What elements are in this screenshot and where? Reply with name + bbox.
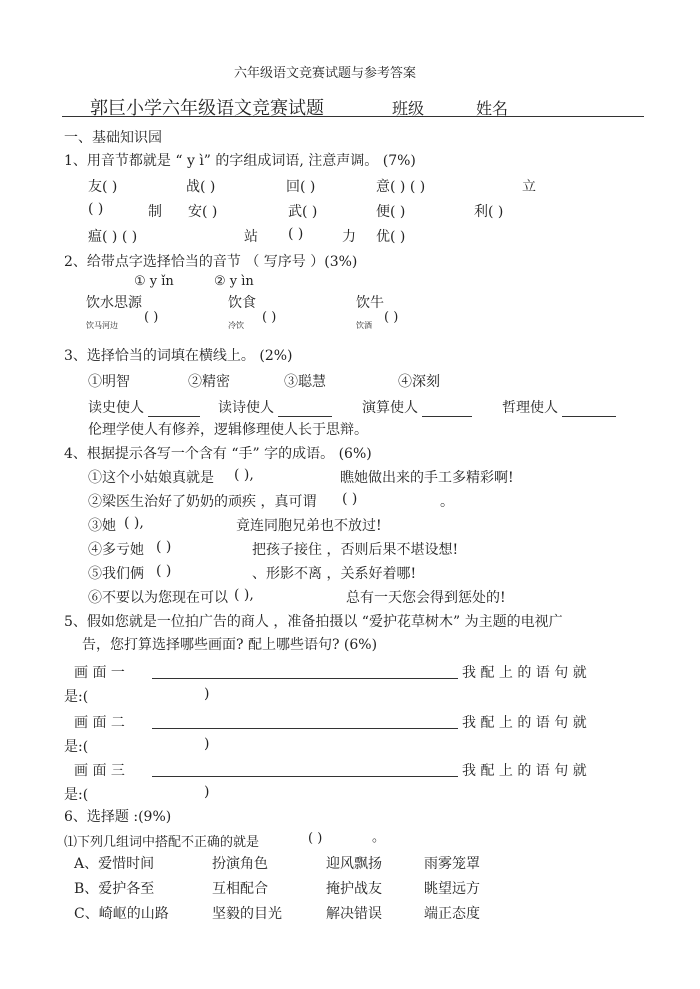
q1-item: 回( ) (286, 179, 316, 195)
q4-answer-blank[interactable]: ( ) (156, 563, 172, 579)
q5-tail: 我 配 上 的 语 句 就 (462, 715, 587, 731)
q4-answer-blank[interactable]: ( ), (234, 587, 254, 603)
q6-subquestion: ⑴下列几组词中搭配不正确的就是 (64, 835, 260, 850)
q2-word: 饮水思源 (86, 295, 142, 311)
q3-option: ②精密 (188, 374, 230, 390)
q1-item: 战( ) (186, 179, 216, 195)
q5-frame-line[interactable] (152, 776, 458, 777)
q1-item: 站 (244, 229, 258, 245)
q5-close: ) (204, 686, 210, 702)
q3-option: ③聪慧 (284, 374, 326, 390)
q3-line2: 伦理学使人有修养，逻辑修理使人长于思辩。 (88, 422, 368, 438)
q3-option: ①明智 (88, 374, 130, 390)
q6-option-row: C、崎岖的山路 坚毅的目光 解决错误 端正态度 (74, 906, 480, 922)
q5-frame-label: 画 面 二 (74, 715, 125, 731)
q1-item: 瘟( ) ( ) (88, 229, 138, 245)
q1-row-3 (0, 226, 700, 248)
q5-close: ) (204, 736, 210, 752)
q2-subword: 冷饮 (228, 321, 244, 330)
q4-item: ③她 ( ), 竟连同胞兄弟也不放过! (88, 515, 382, 534)
name-label: 姓名 (476, 99, 509, 118)
q3-blank[interactable] (422, 402, 472, 417)
q4-item: ②梁医生治好了奶奶的顽疾 ，真可谓 ( ) 。 (88, 491, 454, 510)
q1-row-2 (0, 201, 700, 223)
q6-title: 6、选择题 :(9%) (64, 809, 172, 825)
q2-option: ② y ìn (214, 274, 254, 289)
q4-item: ①这个小姑娘真就是 ( ), 瞧她做出来的手工多精彩啊! (88, 467, 514, 486)
q1-item: 立 (522, 179, 536, 195)
q6-option-row: B、爱护各至 互相配合 掩护战友 眺望远方 (74, 881, 480, 897)
q5-title-cont: 告，您打算选择哪些画面? 配上哪些语句? (6%) (82, 637, 378, 653)
q6-answer-paren[interactable]: ( ) (308, 831, 323, 846)
q4-item: ⑥不要以为您现在可以 ( ), 总有一天您会得到惩处的! (88, 587, 506, 606)
q3-option: ④深刻 (398, 374, 440, 390)
q4-answer-blank[interactable]: ( ), (124, 515, 144, 531)
q3-blank[interactable] (562, 402, 616, 417)
q1-item: 制 (148, 204, 162, 220)
q3-blank[interactable] (278, 402, 332, 417)
q1-item: 意( ) ( ) (376, 179, 426, 195)
q1-item: 友( ) (88, 179, 118, 195)
q4-item: ⑤我们俩 ( ) 、形影不离 ，关系好着哪! (88, 563, 417, 582)
q3-prompt: 哲理使人 (502, 397, 616, 417)
q4-answer-blank[interactable]: ( ) (342, 491, 358, 507)
q1-item: 利( ) (474, 204, 504, 220)
q2-word: 饮食 (228, 295, 256, 311)
q1-item: 武( ) (288, 204, 318, 220)
q2-answer-paren: ( ) (144, 310, 159, 325)
q1-item: ( ) (288, 226, 304, 242)
header-rule (62, 116, 644, 117)
q1-item: 力 (342, 229, 356, 245)
q5-close: ) (204, 784, 210, 800)
doc-title: 六年级语文竞赛试题与参考答案 (234, 66, 417, 81)
q1-item: 安( ) (188, 204, 218, 220)
q1-row-1 (0, 176, 700, 198)
q1-title: 1、用音节都就是 “ y ì” 的字组成词语, 注意声调。 (7%) (64, 153, 416, 169)
q5-is: 是:( (64, 787, 89, 803)
q1-item: 便( ) (376, 204, 406, 220)
class-label: 班级 (392, 99, 425, 118)
q5-tail: 我 配 上 的 语 句 就 (462, 763, 587, 779)
q1-item: 优( ) (376, 229, 406, 245)
q5-title: 5、假如您就是一位拍广告的商人 ，准备拍摄以 “爱护花草树木” 为主题的电视广 (64, 614, 563, 630)
q2-title: 2、给带点字选择恰当的音节 （ 写序号 ）(3%) (64, 254, 358, 270)
q4-item: ④多亏她 ( ) 把孩子接住 ，否则后果不堪设想! (88, 539, 459, 558)
q6-end: 。 (372, 830, 386, 845)
q5-tail: 我 配 上 的 语 句 就 (462, 665, 587, 681)
q3-blank[interactable] (148, 402, 200, 417)
section-title: 一、基础知识园 (64, 130, 162, 146)
q4-answer-blank[interactable]: ( ), (234, 467, 254, 483)
q5-frame-line[interactable] (152, 678, 458, 679)
q5-frame-label: 画 面 三 (74, 763, 125, 779)
q4-answer-blank[interactable]: ( ) (156, 539, 172, 555)
q4-title: 4、根据提示各写一个含有 “手” 字的成语。 (6%) (64, 446, 372, 462)
q3-prompt: 读史使人 (88, 397, 200, 417)
q5-is: 是:( (64, 739, 89, 755)
q6-option-row: A、爱惜时间 扮演角色 迎风飘扬 雨雾笼罩 (74, 856, 480, 872)
q2-subword: 饮马河边 (86, 321, 118, 330)
q5-is: 是:( (64, 689, 89, 705)
q1-item: ( ) (88, 201, 104, 217)
school-title: 郭巨小学六年级语文竞赛试题 (90, 98, 324, 119)
q3-prompt: 演算使人 (362, 397, 472, 417)
q3-title: 3、选择恰当的词填在横线上。 (2%) (64, 348, 293, 364)
q2-option: ① y ǐn (134, 274, 174, 289)
q2-answer-paren: ( ) (384, 310, 399, 325)
q5-frame-line[interactable] (152, 728, 458, 729)
q5-frame-label: 画 面 一 (74, 665, 125, 681)
q2-answer-paren: ( ) (262, 310, 277, 325)
q2-subword: 饮酒 (356, 321, 372, 330)
q2-word: 饮牛 (356, 295, 384, 311)
q3-prompt: 读诗使人 (218, 397, 332, 417)
